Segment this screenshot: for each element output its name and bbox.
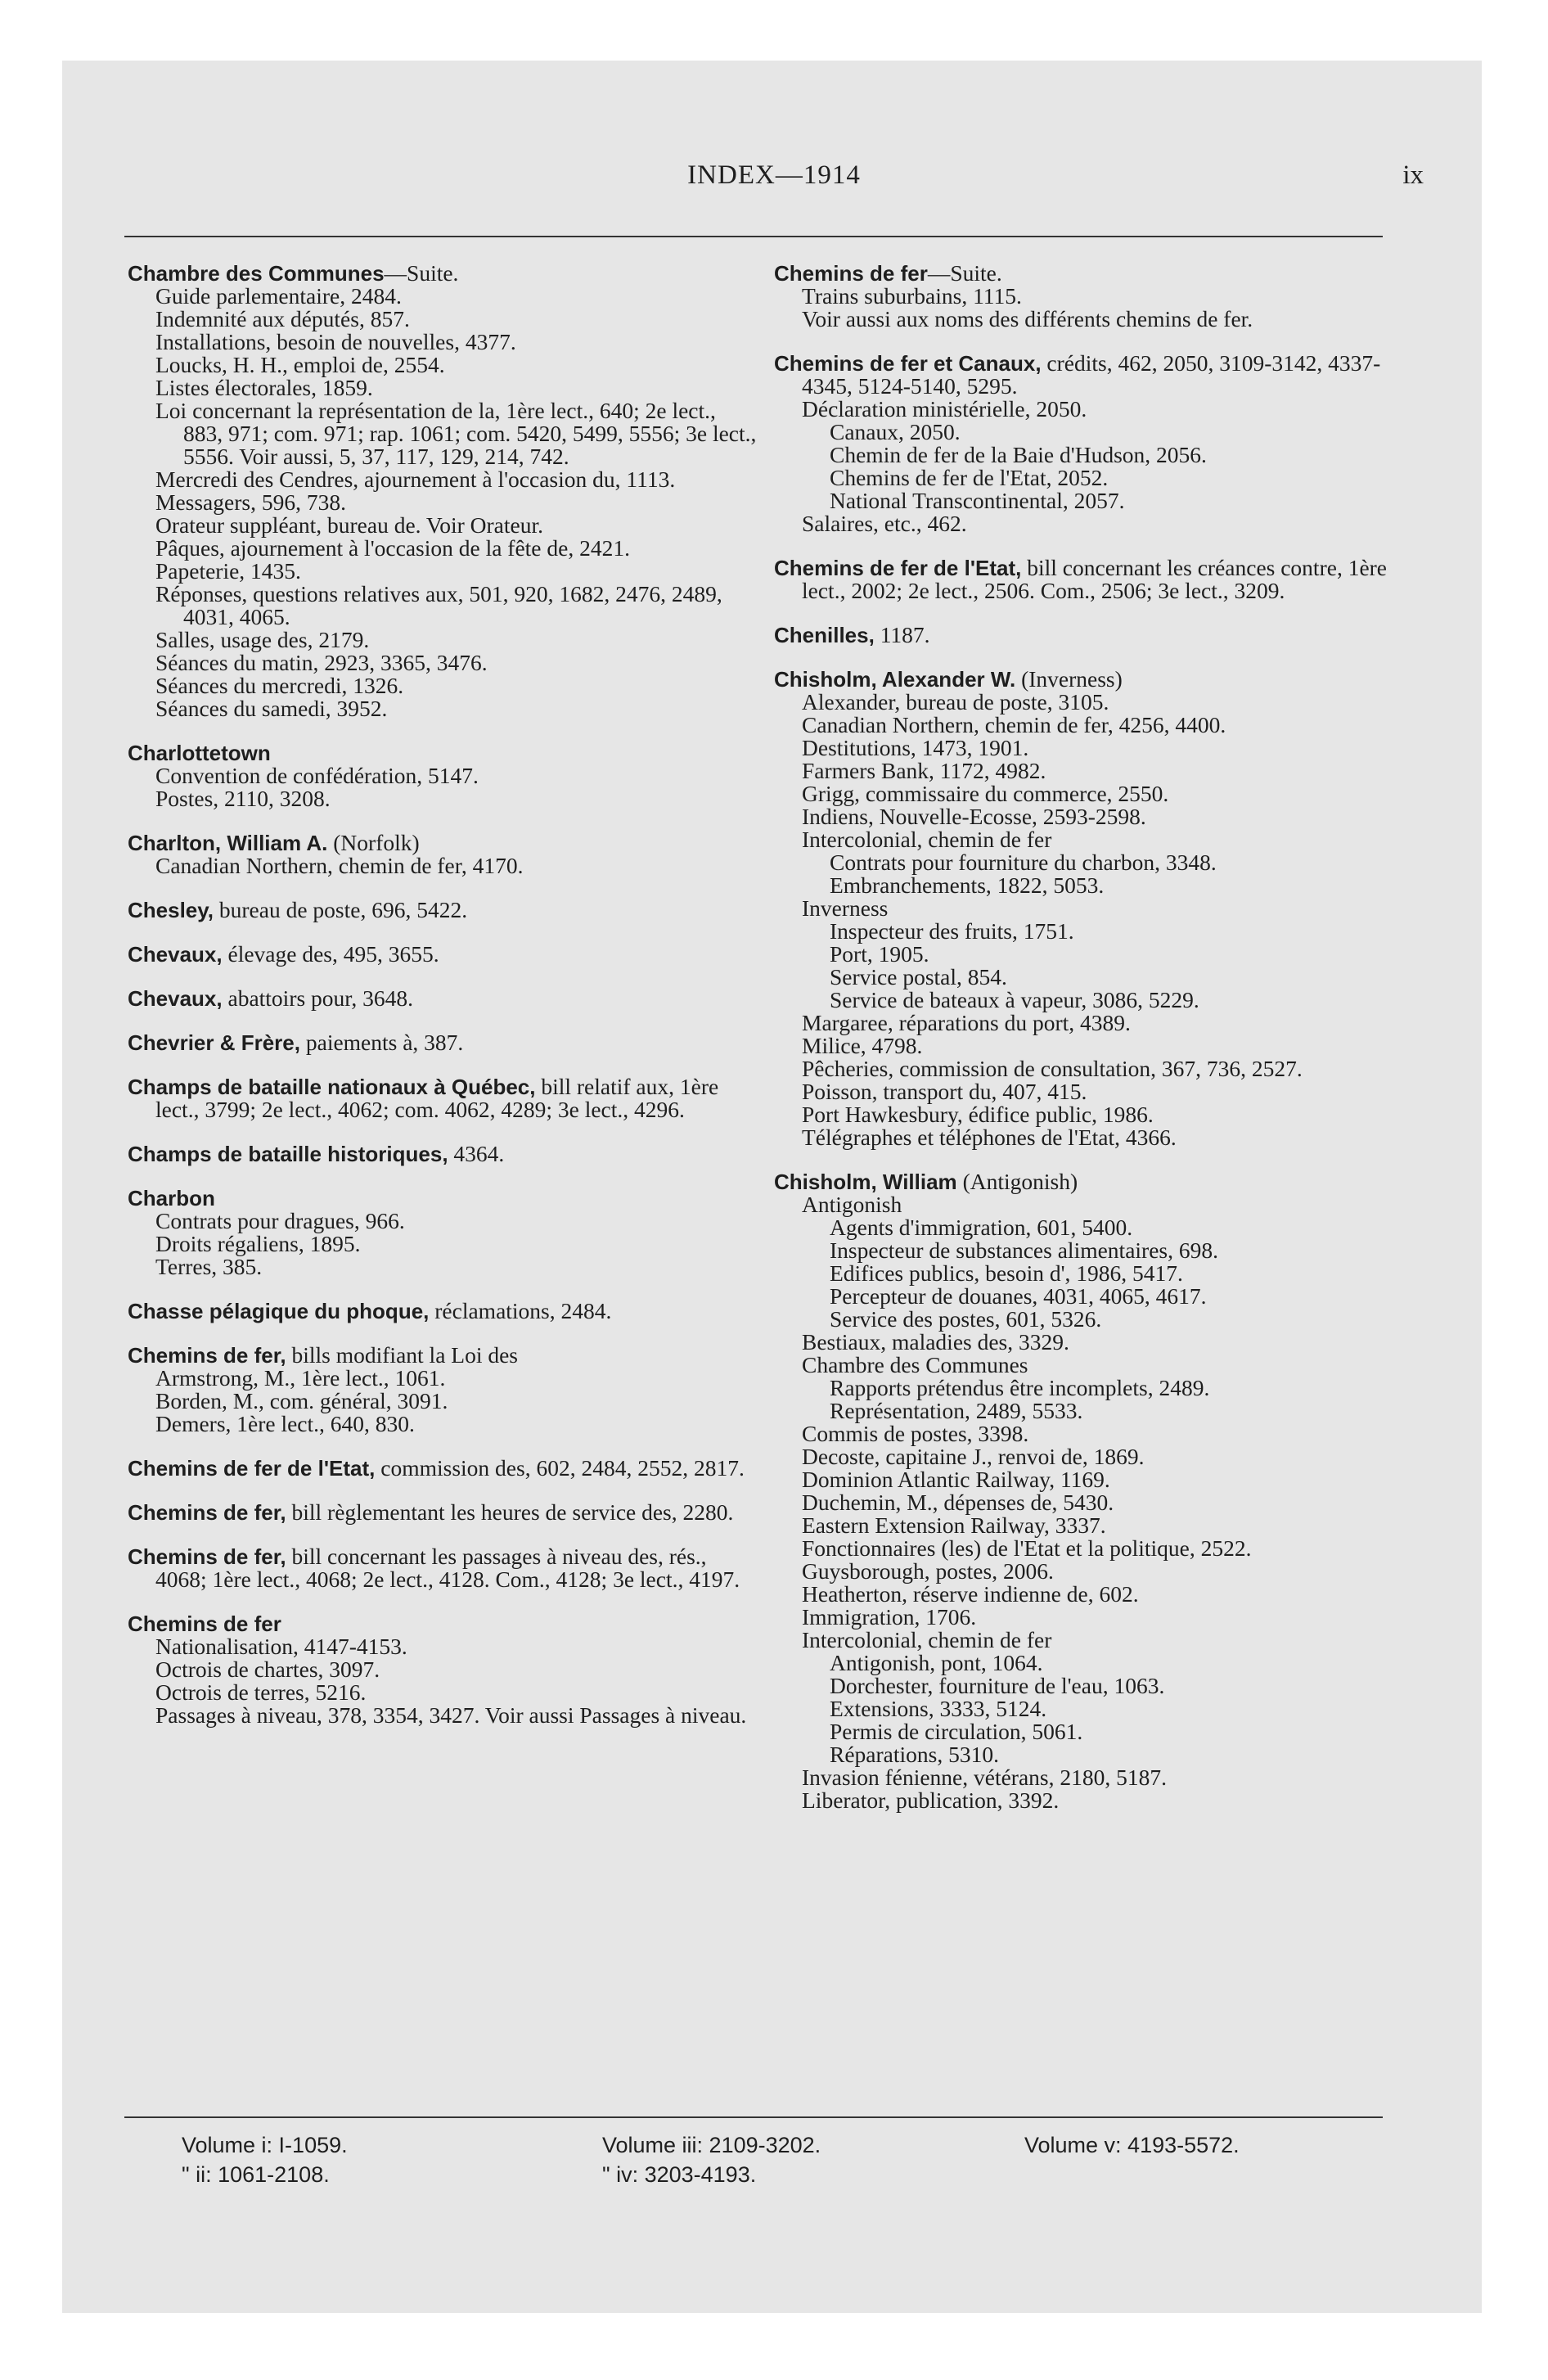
- volume-range-4: " iv: 3203-4193.: [602, 2162, 757, 2187]
- index-subentry: Loi concernant la représentation de la, 1ère lect., 640; 2e lect., 883, 971; com. 971; rap. 1061; com. 5420, 5499, 5556; 3e lect., 5556. Voir aussi, 5, 37, 117, 129, 214, 742.: [155, 398, 757, 469]
- index-heading-text: bill règlementant les heures de service des, 2280.: [286, 1499, 734, 1525]
- index-heading-text: commission des, 602, 2484, 2552, 2817.: [375, 1455, 745, 1481]
- index-heading: Charlton, William A.: [128, 831, 328, 855]
- index-subentry: Rapports prétendus être incomplets, 2489.: [830, 1375, 1210, 1400]
- index-entry: [774, 1170, 1388, 1812]
- index-subentry: Indemnité aux députés, 857.: [155, 306, 410, 331]
- index-subentry: Heatherton, réserve indienne de, 602.: [802, 1581, 1139, 1607]
- index-subentry: National Transcontinental, 2057.: [830, 488, 1125, 513]
- index-subentry: Trains suburbains, 1115.: [802, 283, 1022, 309]
- volume-range-5: Volume v: 4193-5572.: [1024, 2133, 1240, 2157]
- index-subentry: Droits régaliens, 1895.: [155, 1231, 361, 1256]
- page-title: INDEX—1914: [687, 160, 861, 190]
- index-subentry: Indiens, Nouvelle-Ecosse, 2593-2598.: [802, 804, 1146, 829]
- index-subentry: Intercolonial, chemin de fer: [802, 827, 1052, 852]
- index-entry: [128, 1143, 758, 1165]
- index-heading-text: bill relatif aux, 1ère lect., 3799; 2e lect., 4062; com. 4062, 4289; 3e lect., 4296.: [155, 1074, 719, 1122]
- index-entry-heading-line: [128, 987, 758, 1010]
- index-subentry: Pâques, ajournement à l'occasion de la fête de, 2421.: [155, 535, 630, 561]
- index-entry-heading-line: [128, 1031, 758, 1054]
- index-entry: [128, 1457, 758, 1480]
- index-subentry: Borden, M., com. général, 3091.: [155, 1388, 448, 1413]
- footer-rule: [124, 2116, 1383, 2118]
- index-subentry: Voir aussi aux noms des différents chemins de fer.: [802, 306, 1253, 331]
- index-heading: Chemins de fer,: [128, 1500, 286, 1525]
- page-number: ix: [1402, 160, 1424, 190]
- index-entry-heading-line: [128, 943, 758, 966]
- index-entry: [774, 624, 1388, 647]
- index-entry: [128, 1344, 758, 1436]
- index-heading: Chemins de fer de l'Etat,: [128, 1456, 376, 1481]
- index-entry-heading-line: [128, 1187, 758, 1210]
- index-subentry: Séances du samedi, 3952.: [155, 696, 388, 721]
- index-heading: Chemins de fer: [128, 1611, 281, 1636]
- index-heading: Chisholm, William: [774, 1170, 957, 1194]
- index-subentry: Chemin de fer de la Baie d'Hudson, 2056.: [830, 442, 1207, 467]
- index-entry: [128, 832, 758, 877]
- index-entry-heading-line: [774, 557, 1388, 602]
- index-entry: [128, 1300, 758, 1323]
- index-subentry: Port, 1905.: [830, 941, 929, 967]
- index-subentry: Invasion fénienne, vétérans, 2180, 5187.: [802, 1765, 1167, 1790]
- index-entry-heading-line: [128, 1457, 758, 1480]
- index-subentry: Inverness: [802, 895, 889, 921]
- index-heading-text: —Suite.: [384, 260, 459, 286]
- index-subentry: Octrois de terres, 5216.: [155, 1679, 367, 1705]
- index-subentry: Chambre des Communes: [802, 1352, 1028, 1377]
- index-entry-heading-line: [128, 1612, 758, 1635]
- index-heading-text: (Norfolk): [327, 830, 420, 855]
- index-heading-text: (Inverness): [1015, 666, 1123, 692]
- index-entry-heading-line: [128, 1143, 758, 1165]
- index-entry: [774, 262, 1388, 331]
- index-entry: [128, 741, 758, 810]
- index-entry: [128, 899, 758, 922]
- index-entry-heading-line: [774, 262, 1388, 285]
- index-subentry: Dominion Atlantic Railway, 1169.: [802, 1467, 1110, 1492]
- index-entry: [128, 1075, 758, 1121]
- index-subentry: Grigg, commissaire du commerce, 2550.: [802, 781, 1169, 806]
- index-subentry: Margaree, réparations du port, 4389.: [802, 1010, 1131, 1035]
- index-heading-text: bureau de poste, 696, 5422.: [214, 897, 468, 922]
- index-subentry: Canaux, 2050.: [830, 419, 961, 444]
- index-column-right: [774, 262, 1388, 1833]
- index-subentry: Loucks, H. H., emploi de, 2554.: [155, 352, 445, 377]
- index-subentry: Séances du mercredi, 1326.: [155, 673, 404, 698]
- index-subentry: Fonctionnaires (les) de l'Etat et la politique, 2522.: [802, 1535, 1252, 1561]
- index-subentry: Extensions, 3333, 5124.: [830, 1696, 1047, 1721]
- index-heading-text: 4364.: [448, 1141, 505, 1166]
- index-subentry: Port Hawkesbury, édifice public, 1986.: [802, 1102, 1154, 1127]
- index-subentry: Papeterie, 1435.: [155, 558, 301, 584]
- index-subentry: Octrois de chartes, 3097.: [155, 1657, 380, 1682]
- index-subentry: Déclaration ministérielle, 2050.: [802, 396, 1087, 421]
- index-subentry: Chemins de fer de l'Etat, 2052.: [830, 465, 1109, 490]
- header-rule: [124, 236, 1383, 237]
- index-entry: [128, 1545, 758, 1591]
- index-heading: Chesley,: [128, 898, 214, 922]
- volume-range-3: Volume iii: 2109-3202.: [602, 2133, 821, 2157]
- index-heading-text: crédits, 462, 2050, 3109-3142, 4337-4345, 5124-5140, 5295.: [802, 350, 1381, 399]
- index-entry: [128, 262, 758, 720]
- index-heading-text: (Antigonish): [956, 1169, 1078, 1194]
- index-heading-text: bill concernant les créances contre, 1ère lect., 2002; 2e lect., 2506. Com., 2506; 3e lect., 3209.: [802, 555, 1388, 603]
- index-heading: Chevaux,: [128, 942, 223, 967]
- index-subentry: Séances du matin, 2923, 3365, 3476.: [155, 650, 488, 675]
- index-subentry: Eastern Extension Railway, 3337.: [802, 1512, 1106, 1538]
- index-subentry: Demers, 1ère lect., 640, 830.: [155, 1411, 415, 1436]
- index-entry: [128, 1501, 758, 1524]
- index-heading-text: —Suite.: [927, 260, 1002, 286]
- index-subentry: Service de bateaux à vapeur, 3086, 5229.: [830, 987, 1199, 1012]
- index-heading: Chemins de fer et Canaux,: [774, 351, 1042, 376]
- index-heading-text: bills modifiant la Loi des: [286, 1342, 518, 1368]
- index-heading: Charbon: [128, 1186, 215, 1210]
- index-subentry: Destitutions, 1473, 1901.: [802, 735, 1029, 760]
- index-subentry: Réparations, 5310.: [830, 1742, 999, 1767]
- index-entry-heading-line: [128, 832, 758, 854]
- index-subentry: Pêcheries, commission de consultation, 367, 736, 2527.: [802, 1056, 1303, 1081]
- index-heading: Chemins de fer,: [128, 1343, 286, 1368]
- index-heading-text: élevage des, 495, 3655.: [222, 941, 439, 967]
- index-heading: Charlottetown: [128, 741, 271, 765]
- index-entry-heading-line: [128, 741, 758, 764]
- index-subentry: Bestiaux, maladies des, 3329.: [802, 1329, 1069, 1355]
- index-entry: [774, 557, 1388, 602]
- index-subentry: Poisson, transport du, 407, 415.: [802, 1079, 1087, 1104]
- index-entry-heading-line: [128, 1344, 758, 1367]
- index-subentry: Armstrong, M., 1ère lect., 1061.: [155, 1365, 446, 1391]
- index-subentry: Représentation, 2489, 5533.: [830, 1398, 1083, 1423]
- index-heading: Chemins de fer: [774, 261, 928, 286]
- index-heading-text: abattoirs pour, 3648.: [222, 985, 413, 1011]
- index-heading-text: 1187.: [874, 622, 930, 647]
- index-subentry: Dorchester, fourniture de l'eau, 1063.: [830, 1673, 1165, 1698]
- index-subentry: Commis de postes, 3398.: [802, 1421, 1029, 1446]
- index-entry-heading-line: [128, 262, 758, 285]
- index-entry: [774, 352, 1388, 535]
- index-heading-text: réclamations, 2484.: [429, 1298, 612, 1323]
- index-subentry: Guide parlementaire, 2484.: [155, 283, 402, 309]
- index-subentry: Terres, 385.: [155, 1254, 263, 1279]
- index-heading: Chemins de fer de l'Etat,: [774, 556, 1022, 580]
- index-subentry: Embranchements, 1822, 5053.: [830, 872, 1105, 898]
- index-heading: Chevaux,: [128, 986, 223, 1011]
- index-subentry: Listes électorales, 1859.: [155, 375, 373, 400]
- index-entry-heading-line: [774, 352, 1388, 398]
- index-heading: Champs de bataille historiques,: [128, 1142, 448, 1166]
- index-subentry: Installations, besoin de nouvelles, 4377.: [155, 329, 516, 354]
- volume-range-2: " ii: 1061-2108.: [182, 2162, 330, 2187]
- index-subentry: Antigonish: [802, 1192, 902, 1217]
- index-entry-heading-line: [128, 1545, 758, 1591]
- index-heading: Chemins de fer,: [128, 1544, 286, 1569]
- index-entry-heading-line: [128, 1075, 758, 1121]
- index-heading-text: bill concernant les passages à niveau des, rés., 4068; 1ère lect., 4068; 2e lect., 4128. Com., 4128; 3e lect., 4197.: [155, 1544, 740, 1592]
- index-subentry: Postes, 2110, 3208.: [155, 786, 331, 811]
- index-subentry: Immigration, 1706.: [802, 1604, 977, 1629]
- index-subentry: Canadian Northern, chemin de fer, 4170.: [155, 853, 524, 878]
- index-subentry: Orateur suppléant, bureau de. Voir Orateur.: [155, 512, 543, 538]
- index-heading: Chevrier & Frère,: [128, 1030, 300, 1055]
- index-subentry: Service postal, 854.: [830, 964, 1007, 989]
- index-entry: [128, 943, 758, 966]
- index-subentry: Télégraphes et téléphones de l'Etat, 4366.: [802, 1125, 1177, 1150]
- index-subentry: Agents d'immigration, 601, 5400.: [830, 1215, 1133, 1240]
- index-entry-heading-line: [128, 1300, 758, 1323]
- index-subentry: Edifices publics, besoin d', 1986, 5417.: [830, 1260, 1183, 1286]
- index-subentry: Canadian Northern, chemin de fer, 4256, 4400.: [802, 712, 1226, 737]
- index-heading: Chambre des Communes: [128, 261, 385, 286]
- index-subentry: Inspecteur de substances alimentaires, 698.: [830, 1237, 1218, 1263]
- index-heading-text: paiements à, 387.: [299, 1030, 464, 1055]
- index-entry-heading-line: [128, 899, 758, 922]
- index-subentry: Liberator, publication, 3392.: [802, 1787, 1060, 1813]
- index-subentry: Inspecteur des fruits, 1751.: [830, 918, 1074, 944]
- index-entry: [128, 1187, 758, 1278]
- index-subentry: Réponses, questions relatives aux, 501, 920, 1682, 2476, 2489, 4031, 4065.: [155, 581, 722, 629]
- index-subentry: Intercolonial, chemin de fer: [802, 1627, 1052, 1652]
- index-subentry: Mercredi des Cendres, ajournement à l'occasion du, 1113.: [155, 467, 676, 492]
- index-subentry: Decoste, capitaine J., renvoi de, 1869.: [802, 1444, 1145, 1469]
- index-entry-heading-line: [774, 668, 1388, 691]
- index-heading: Chenilles,: [774, 623, 875, 647]
- index-subentry: Guysborough, postes, 2006.: [802, 1558, 1054, 1584]
- index-subentry: Service des postes, 601, 5326.: [830, 1306, 1102, 1332]
- index-subentry: Contrats pour fourniture du charbon, 3348.: [830, 850, 1217, 875]
- index-subentry: Salles, usage des, 2179.: [155, 627, 370, 652]
- index-entry: [128, 1612, 758, 1727]
- index-subentry: Antigonish, pont, 1064.: [830, 1650, 1043, 1675]
- index-entry: [128, 987, 758, 1010]
- index-subentry: Milice, 4798.: [802, 1033, 923, 1058]
- index-subentry: Nationalisation, 4147-4153.: [155, 1634, 407, 1659]
- index-subentry: Passages à niveau, 378, 3354, 3427. Voir aussi Passages à niveau.: [155, 1702, 747, 1728]
- index-heading: Champs de bataille nationaux à Québec,: [128, 1075, 536, 1099]
- index-heading: Chisholm, Alexander W.: [774, 667, 1016, 692]
- index-column-left: [128, 262, 758, 1748]
- index-subentry: Farmers Bank, 1172, 4982.: [802, 758, 1046, 783]
- index-subentry: Salaires, etc., 462.: [802, 511, 967, 536]
- index-entry: [774, 668, 1388, 1149]
- volume-range-1: Volume i: I-1059.: [182, 2133, 348, 2157]
- index-subentry: Permis de circulation, 5061.: [830, 1719, 1083, 1744]
- index-subentry: Convention de confédération, 5147.: [155, 763, 479, 788]
- index-subentry: Duchemin, M., dépenses de, 5430.: [802, 1490, 1114, 1515]
- index-heading: Chasse pélagique du phoque,: [128, 1299, 430, 1323]
- index-entry-heading-line: [774, 1170, 1388, 1193]
- index-subentry: Messagers, 596, 738.: [155, 489, 346, 515]
- index-subentry: Contrats pour dragues, 966.: [155, 1208, 405, 1233]
- index-subentry: Percepteur de douanes, 4031, 4065, 4617.: [830, 1283, 1207, 1309]
- index-entry-heading-line: [774, 624, 1388, 647]
- index-entry: [128, 1031, 758, 1054]
- index-subentry: Alexander, bureau de poste, 3105.: [802, 689, 1109, 714]
- index-entry-heading-line: [128, 1501, 758, 1524]
